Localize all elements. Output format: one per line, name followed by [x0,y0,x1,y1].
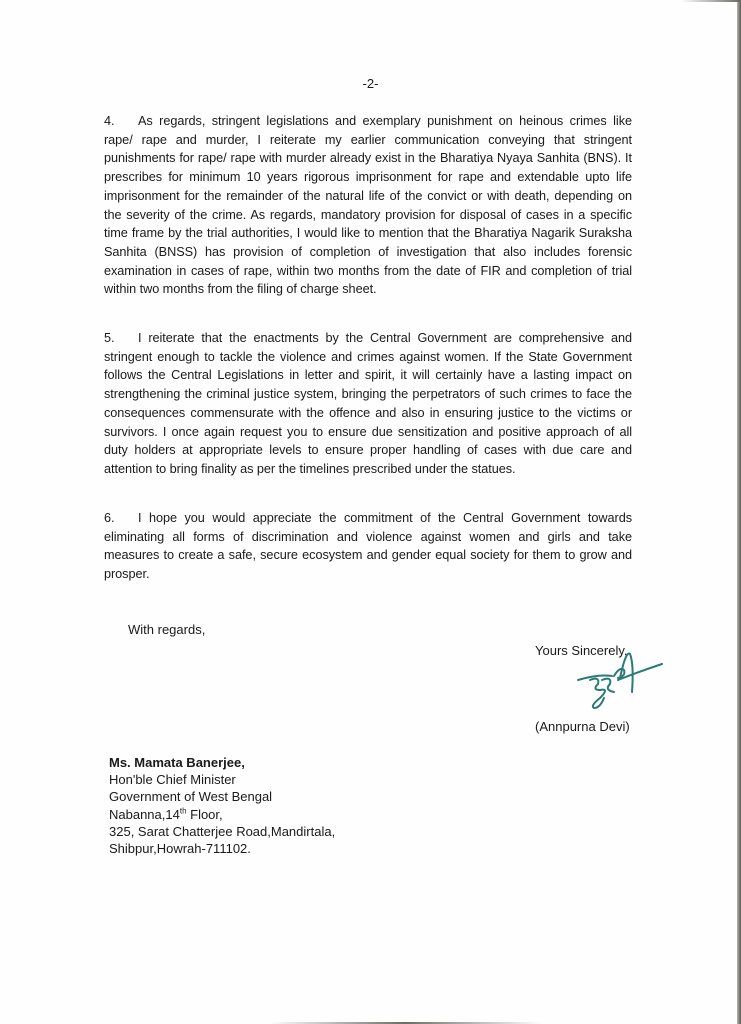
paragraph-number: 5. [104,331,115,345]
valediction: Yours Sincerely, [535,643,628,658]
paragraph-4 [104,112,632,299]
recipient-address [109,754,335,857]
paragraph-text: I hope you would appreciate the commitment of the Central Government towards eliminating all forms of discrimination and violence against women and girls and take measures to create a safe, secure ecosystem and gender equal society for them to grow and prosper. [104,511,632,582]
paragraph-6 [104,509,632,584]
ordinal-suffix: th [179,806,187,816]
recipient-name: Ms. Mamata Banerjee, [109,755,245,770]
closing-salutation: With regards, [128,622,206,637]
page-edge-shadow [737,0,741,1024]
recipient-building [109,806,335,823]
recipient-city: Shibpur,Howrah-711102. [109,841,251,857]
building-name: Nabanna,14 [109,806,180,822]
recipient-street: 325, Sarat Chatterjee Road,Mandirtala, [109,823,336,839]
page-top-edge-shadow [681,0,741,2]
paragraph-number: 6. [104,511,115,525]
page-number: -2- [362,76,379,91]
paragraph-text: I reiterate that the enactments by the Central Government are comprehensive and stringent enough to tackle the violence and crimes against women. If the State Government follows the Central Legislations in letter and spirit, it will certainly have a lasting impact on strengthening the criminal justice system, bringing the perpetrators of such crimes to face the consequences commensurate with the offence and also in ensuring justice to the victims or survivors. I once again request you to ensure due sensitization and positive approach of all duty holders at appropriate levels to ensure proper handling of cases with due care and attention to bring finality as per the timelines prescribed under the statues. [104,331,632,476]
paragraph-text: As regards, stringent legislations and exemplary punishment on heinous crimes like rape/ rape and murder, I reiterate my earlier communication conveying that stringent punishments for rape/ rape with murder already exist in the Bharatiya Nyaya Sanhita (BNS). It prescribes for minimum 10 years rigorous imprisonment for rape and extendable upto life imprisonment for the remainder of the natural life of the convict or with death, depending on the severity of the crime. As regards, mandatory provision for disposal of cases in a specific time frame by the trial authorities, I would like to mention that the Bharatiya Nagarik Suraksha Sanhita (BNSS) has provision of completion of investigation that also includes forensic examination in cases of rape, within two months from the date of FIR and completion of trial within two months from the filing of charge sheet. [104,114,632,297]
signatory-name: (Annpurna Devi) [535,719,630,734]
recipient-title: Hon'ble Chief Minister [109,772,236,788]
recipient-organization: Government of West Bengal [109,789,273,805]
paragraph-number: 4. [104,114,115,128]
signature-icon [568,650,668,710]
paragraph-5 [104,329,632,479]
floor-label: Floor, [186,806,223,822]
